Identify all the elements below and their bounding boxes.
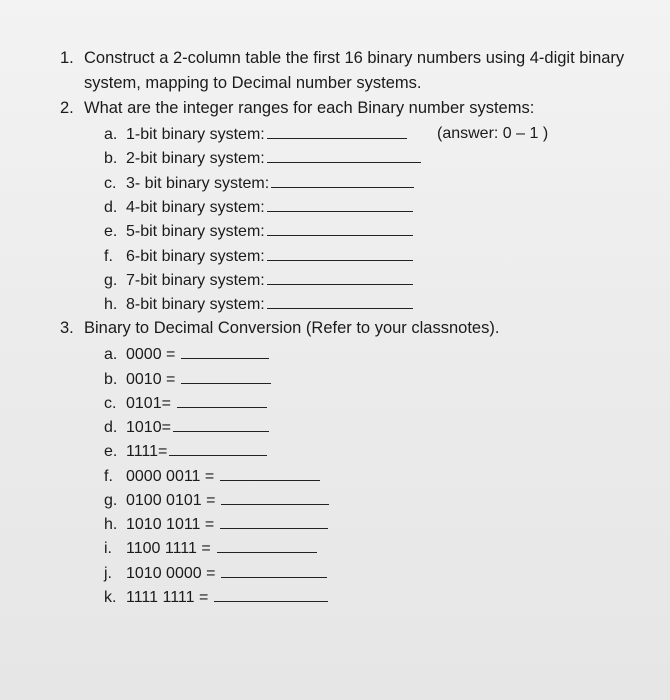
answer-blank[interactable]	[220, 514, 328, 529]
q2-item-text: 1-bit binary system:	[126, 126, 265, 143]
answer-blank[interactable]	[221, 490, 329, 505]
answer-blank[interactable]	[181, 369, 271, 384]
q3-item-label: c.	[104, 395, 117, 412]
q3-item-b	[104, 369, 271, 390]
q1-text-line1: Construct a 2-column table the first 16 binary numbers using 4-digit binary	[84, 49, 625, 67]
q3-item-label: b.	[104, 371, 118, 388]
q2-number: 2.	[60, 99, 74, 117]
q3-item-text: 1010=	[126, 419, 171, 436]
q3-item-e	[104, 441, 267, 462]
q3-item-label: f.	[104, 468, 113, 485]
q1-number: 1.	[60, 49, 74, 67]
q3-item-text: 0100 0101 =	[126, 492, 216, 509]
answer-blank[interactable]	[267, 221, 413, 236]
q2-item-text: 3- bit binary system:	[126, 175, 270, 192]
q2-item-e	[104, 221, 413, 242]
q3-item-j	[104, 563, 327, 584]
q2-item-text: 7-bit binary system:	[126, 272, 265, 289]
q3-item-text: 1100 1111 =	[126, 540, 211, 557]
q3-item-text: 1010 0000 =	[126, 565, 216, 582]
q2-item-text: 6-bit binary system:	[126, 248, 265, 265]
q3-item-text: 1010 1011 =	[126, 516, 215, 533]
q3-item-label: e.	[104, 443, 118, 460]
answer-blank[interactable]	[271, 173, 414, 188]
q3-item-a	[104, 344, 269, 365]
answer-blank[interactable]	[267, 197, 413, 212]
q2-item-label: h.	[104, 296, 118, 313]
q3-item-c	[104, 393, 267, 414]
q3-item-label: j.	[104, 565, 112, 582]
q3-number: 3.	[60, 319, 74, 337]
q2-item-label: f.	[104, 248, 113, 265]
q3-item-label: h.	[104, 516, 118, 533]
answer-blank[interactable]	[221, 563, 327, 578]
q2-item-f	[104, 246, 413, 267]
q2-item-text: 2-bit binary system:	[126, 150, 265, 167]
answer-blank[interactable]	[220, 466, 320, 481]
q3-item-k	[104, 587, 328, 608]
q2-item-label: e.	[104, 223, 118, 240]
q2-item-d	[104, 197, 413, 218]
q3-item-f	[104, 466, 320, 487]
q2-text: What are the integer ranges for each Binary number systems:	[84, 99, 535, 117]
answer-blank[interactable]	[267, 294, 413, 309]
q2-item-a	[104, 124, 407, 145]
q2-item-g	[104, 270, 413, 291]
answer-blank[interactable]	[267, 270, 413, 285]
q3-item-g	[104, 490, 329, 511]
q3-item-text: 0101=	[126, 395, 171, 412]
q2-item-text: 5-bit binary system:	[126, 223, 265, 240]
answer-blank[interactable]	[169, 441, 267, 456]
q2-item-label: a.	[104, 126, 118, 143]
q2-item-text: 8-bit binary system:	[126, 296, 265, 313]
answer-blank[interactable]	[173, 417, 269, 432]
answer-blank[interactable]	[267, 124, 407, 139]
q2-item-a-answer: (answer: 0 – 1 )	[437, 125, 549, 142]
q3-item-h	[104, 514, 328, 535]
q2-item-text: 4-bit binary system:	[126, 199, 265, 216]
q3-item-d	[104, 417, 269, 438]
q3-text: Binary to Decimal Conversion (Refer to your classnotes).	[84, 319, 500, 337]
answer-blank[interactable]	[214, 587, 328, 602]
answer-blank[interactable]	[181, 344, 269, 359]
q2-item-h	[104, 294, 413, 315]
answer-blank[interactable]	[177, 393, 267, 408]
q2-item-label: g.	[104, 272, 118, 289]
q3-item-text: 1111=	[126, 443, 168, 460]
q3-item-label: i.	[104, 540, 112, 557]
q3-item-text: 0010 =	[126, 371, 176, 388]
answer-blank[interactable]	[267, 246, 413, 261]
q3-item-label: d.	[104, 419, 118, 436]
q3-item-label: g.	[104, 492, 118, 509]
q3-item-label: a.	[104, 346, 118, 363]
q1-text-line2: system, mapping to Decimal number systems.	[84, 74, 422, 92]
q3-item-label: k.	[104, 589, 117, 606]
q3-item-i	[104, 538, 317, 559]
q2-item-c	[104, 173, 414, 194]
answer-blank[interactable]	[267, 148, 421, 163]
q2-item-b	[104, 148, 421, 169]
q2-item-label: c.	[104, 175, 117, 192]
q3-item-text: 1111 1111 =	[126, 589, 209, 606]
q2-item-label: d.	[104, 199, 118, 216]
q3-item-text: 0000 =	[126, 346, 176, 363]
answer-blank[interactable]	[217, 538, 317, 553]
q2-item-label: b.	[104, 150, 118, 167]
q3-item-text: 0000 0011 =	[126, 468, 215, 485]
